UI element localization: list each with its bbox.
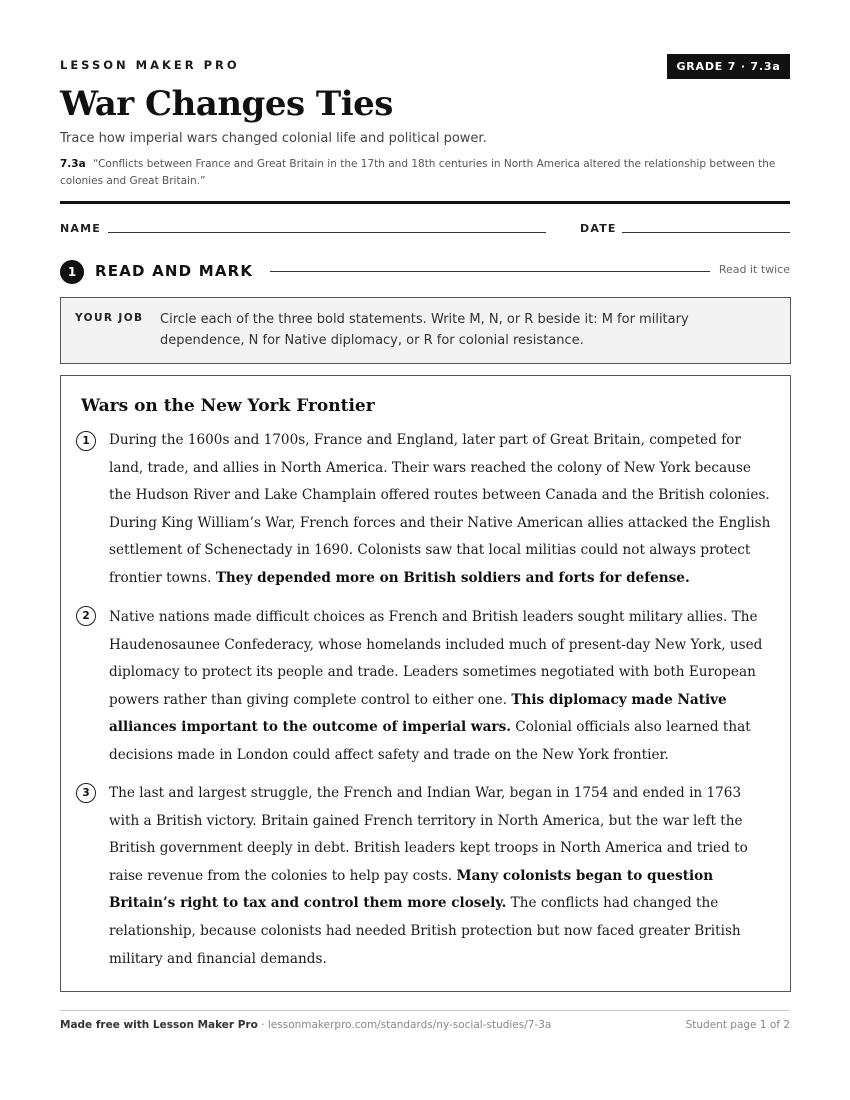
section-number-badge: 1 — [60, 260, 84, 284]
footer-page-number: Student page 1 of 2 — [685, 1019, 790, 1031]
date-label: DATE — [580, 222, 617, 235]
paragraph-3 — [109, 780, 774, 973]
job-label: YOUR JOB — [75, 312, 144, 324]
paragraph-text: Native nations made difficult choices as French and British leaders sought military allies. The Haudenosaunee Confederacy, whose homelands included much of present-day New York, used diplomacy to protect its people and trade. Leaders sometimes negotiated with both European powers rather than giving complete control to either one. — [109, 609, 763, 708]
page-subtitle: Trace how imperial wars changed colonial life and political power. — [60, 131, 487, 146]
reading-passage — [60, 375, 791, 992]
footer-url[interactable]: · lessonmakerpro.com/standards/ny-social-studies/7-3a — [257, 1019, 552, 1031]
date-field[interactable] — [622, 232, 790, 233]
paragraph-text: The last and largest struggle, the French and Indian War, began in 1754 and ended in 1763 with a British victory. Britain gained French territory in North America, but the war left the British government deeply in debt. British leaders kept troops in North America and tried to raise revenue from the colonies to help pay costs. — [109, 785, 748, 884]
section-title: READ AND MARK — [95, 262, 254, 280]
paragraph-text: The conflicts had changed the relationship, because colonists had needed British protection but now faced greater British military and financial demands. — [109, 895, 741, 967]
paragraph-text: During the 1600s and 1700s, France and England, later part of Great Britain, competed for land, trade, and allies in North America. Their wars reached the colony of New York because the Hudson River and Lake Champlain offered routes between Canada and the British colonies. During King William’s War, French forces and their Native American allies attacked the English settlement of Schenectady in 1690. Colonists saw that local militias could not always protect frontier towns. — [109, 432, 771, 586]
paragraph-text: Colonial officials also learned that decisions made in London could affect safety and trade on the New York frontier. — [109, 719, 751, 763]
job-instructions: Circle each of the three bold statements. Write M, N, or R beside it: M for military dependence, N for Native diplomacy, or R for colonial resistance. — [160, 312, 689, 348]
paragraph-number-2: 2 — [76, 606, 96, 626]
bold-statement[interactable]: This diplomacy made Native alliances important to the outcome of imperial wars. — [109, 691, 727, 736]
paragraph-1 — [109, 427, 774, 593]
header-divider — [60, 201, 790, 204]
footer-credit — [60, 1019, 551, 1031]
paragraph-number-3: 3 — [76, 783, 96, 803]
paragraph-2 — [109, 604, 774, 770]
standard-statement — [60, 156, 795, 190]
standard-code: 7.3a — [60, 158, 86, 170]
standard-text: “Conflicts between France and Great Britain in the 17th and 18th centuries in North America altered the relationship between the colonies and Great Britain.” — [60, 158, 776, 187]
section-rule — [270, 271, 710, 272]
bold-statement[interactable]: Many colonists began to question Britain’s right to tax and control them more closely. — [109, 867, 714, 912]
section-note: Read it twice — [718, 263, 790, 276]
job-box — [60, 297, 791, 364]
footer-divider — [60, 1010, 790, 1011]
grade-badge: GRADE 7 · 7.3a — [667, 54, 790, 79]
brand-name: LESSON MAKER PRO — [60, 58, 240, 72]
name-field[interactable] — [108, 232, 546, 233]
reading-title: Wars on the New York Frontier — [81, 396, 375, 416]
footer-made: Made free with Lesson Maker Pro — [60, 1019, 258, 1031]
page-title: War Changes Ties — [60, 84, 393, 124]
bold-statement[interactable]: They depended more on British soldiers and forts for defense. — [215, 569, 690, 586]
paragraph-number-1: 1 — [76, 431, 96, 451]
name-label: NAME — [60, 222, 101, 235]
